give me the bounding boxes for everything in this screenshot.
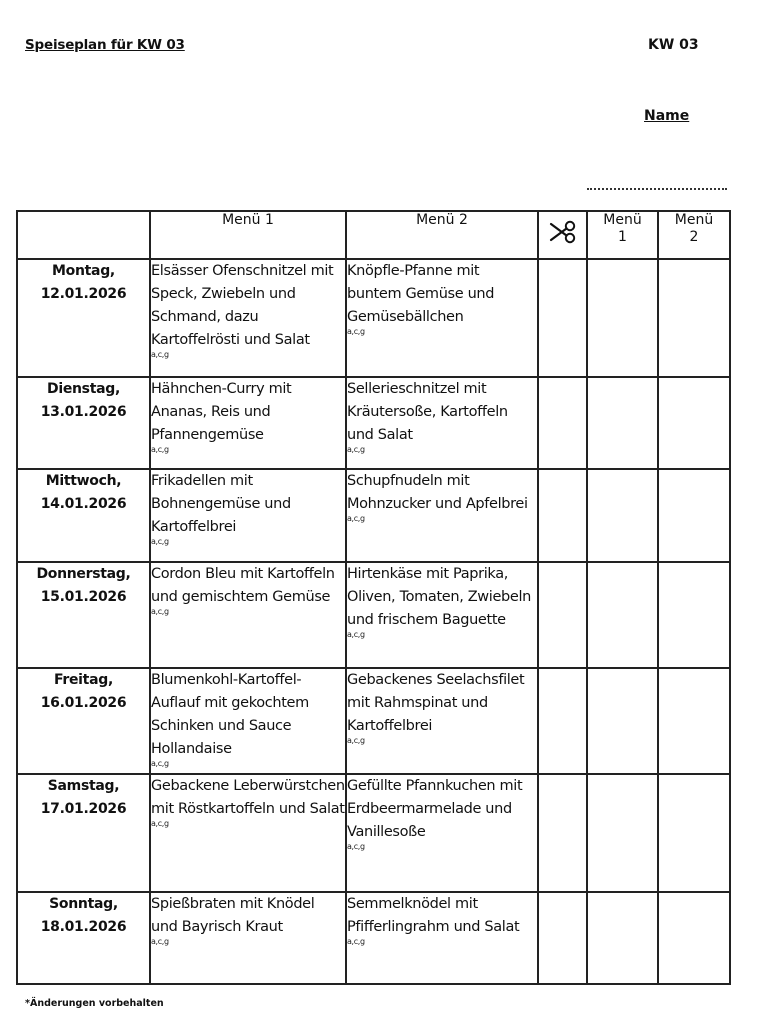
menu2-cell (346, 469, 538, 562)
menu2-dish: Schupfnudeln mit Mohnzucker und Apfelbrei (347, 473, 528, 512)
menu2-allergens: a,c,g (347, 445, 365, 454)
select-menu2-cell[interactable] (658, 562, 730, 668)
menu2-allergens: a,c,g (347, 736, 365, 745)
menu1-dish: Blumenkohl-Kartoffel-Auflauf mit gekochtem Schinken und Sauce Hollandaise (151, 672, 309, 757)
table-row (17, 774, 730, 892)
select-menu2-cell[interactable] (658, 774, 730, 892)
menu1-allergens: a,c,g (151, 937, 169, 946)
day-name: Donnerstag, (36, 566, 131, 582)
header-menu2: Menü 2 (346, 211, 538, 259)
select-menu1-cell[interactable] (587, 892, 658, 984)
menu2-allergens: a,c,g (347, 327, 365, 336)
menu1-allergens: a,c,g (151, 537, 169, 546)
header-menu1: Menü 1 (150, 211, 346, 259)
day-date: 13.01.2026 (40, 404, 127, 420)
menu2-allergens: a,c,g (347, 842, 365, 851)
table-row (17, 377, 730, 469)
select-menu1-cell[interactable] (587, 259, 658, 377)
header-select-menu2 (658, 211, 730, 259)
menu2-allergens: a,c,g (347, 937, 365, 946)
cut-cell (538, 892, 587, 984)
menu2-dish: Knöpfle-Pfanne mit buntem Gemüse und Gemüsebällchen (347, 263, 495, 325)
menu2-dish: Gefüllte Pfannkuchen mit Erdbeermarmelade und Vanillesoße (347, 778, 523, 840)
header-cut (538, 211, 587, 259)
cut-cell (538, 259, 587, 377)
menu1-dish: Hähnchen-Curry mit Ananas, Reis und Pfannengemüse (151, 381, 292, 443)
menu2-dish: Sellerieschnitzel mit Kräutersoße, Kartoffeln und Salat (347, 381, 508, 443)
day-name: Dienstag, (47, 381, 120, 397)
header-select-menu1-line1: Menü (603, 212, 642, 228)
menu1-dish: Frikadellen mit Bohnengemüse und Kartoffelbrei (151, 473, 291, 535)
menu1-dish: Gebackene Leberwürstchen mit Röstkartoffeln und Salat (151, 778, 345, 817)
footnote: *Änderungen vorbehalten (25, 998, 164, 1009)
day-cell (17, 562, 150, 668)
day-cell (17, 469, 150, 562)
select-menu1-cell[interactable] (587, 469, 658, 562)
menu1-allergens: a,c,g (151, 759, 169, 768)
select-menu2-cell[interactable] (658, 377, 730, 469)
menu2-cell (346, 562, 538, 668)
menu1-dish: Elsässer Ofenschnitzel mit Speck, Zwiebeln und Schmand, dazu Kartoffelrösti und Salat (151, 263, 334, 348)
menu1-allergens: a,c,g (151, 819, 169, 828)
day-name: Freitag, (54, 672, 113, 688)
select-menu1-cell[interactable] (587, 562, 658, 668)
day-cell (17, 892, 150, 984)
menu1-cell (150, 668, 346, 774)
table-row (17, 892, 730, 984)
menu2-cell (346, 668, 538, 774)
menu1-cell (150, 892, 346, 984)
select-menu2-cell[interactable] (658, 259, 730, 377)
week-label: KW 03 (648, 37, 699, 53)
day-name: Sonntag, (49, 896, 118, 912)
select-menu2-cell[interactable] (658, 892, 730, 984)
select-menu2-cell[interactable] (658, 469, 730, 562)
day-date: 17.01.2026 (40, 801, 127, 817)
day-date: 15.01.2026 (40, 589, 127, 605)
select-menu1-cell[interactable] (587, 377, 658, 469)
menu1-cell (150, 469, 346, 562)
day-date: 16.01.2026 (40, 695, 127, 711)
menu2-dish: Hirtenkäse mit Paprika, Oliven, Tomaten, Zwiebeln und frischem Baguette (347, 566, 532, 628)
menu1-cell (150, 377, 346, 469)
select-menu1-cell[interactable] (587, 668, 658, 774)
menu1-cell (150, 774, 346, 892)
day-cell (17, 668, 150, 774)
menu2-cell (346, 774, 538, 892)
menu1-allergens: a,c,g (151, 445, 169, 454)
name-label: Name (644, 108, 690, 124)
scissors-icon (548, 217, 578, 247)
menu2-cell (346, 259, 538, 377)
table-row (17, 562, 730, 668)
cut-cell (538, 774, 587, 892)
day-date: 18.01.2026 (40, 919, 127, 935)
day-cell (17, 774, 150, 892)
day-name: Mittwoch, (45, 473, 122, 489)
header-select-menu2-line1: Menü (674, 212, 714, 228)
menu1-cell (150, 259, 346, 377)
select-menu1-cell[interactable] (587, 774, 658, 892)
menu1-allergens: a,c,g (151, 607, 169, 616)
cut-cell (538, 562, 587, 668)
menu2-cell (346, 377, 538, 469)
menu1-allergens: a,c,g (151, 350, 169, 359)
menu2-allergens: a,c,g (347, 630, 365, 639)
menu2-dish: Semmelknödel mit Pfifferlingrahm und Salat (347, 896, 520, 935)
day-cell (17, 259, 150, 377)
table-row (17, 668, 730, 774)
select-menu2-cell[interactable] (658, 668, 730, 774)
header-day (17, 211, 150, 259)
name-signature-line[interactable] (587, 180, 727, 190)
menu2-allergens: a,c,g (347, 514, 365, 523)
menu1-cell (150, 562, 346, 668)
table-row (17, 469, 730, 562)
page-title: Speiseplan für KW 03 (25, 37, 185, 53)
menu2-cell (346, 892, 538, 984)
menu1-dish: Cordon Bleu mit Kartoffeln und gemischtem Gemüse (151, 566, 335, 605)
day-date: 14.01.2026 (40, 496, 127, 512)
header-select-menu1-line2: 1 (618, 228, 627, 245)
day-name: Samstag, (47, 778, 120, 794)
table-header-row (17, 211, 730, 259)
menu1-dish: Spießbraten mit Knödel und Bayrisch Kraut (151, 896, 315, 935)
header-select-menu2-line2: 2 (689, 228, 699, 245)
cut-cell (538, 377, 587, 469)
day-name: Montag, (52, 263, 115, 279)
cut-cell (538, 668, 587, 774)
day-cell (17, 377, 150, 469)
day-date: 12.01.2026 (40, 286, 127, 302)
table-row (17, 259, 730, 377)
header-select-menu1 (587, 211, 658, 259)
cut-cell (538, 469, 587, 562)
menu2-dish: Gebackenes Seelachsfilet mit Rahmspinat und Kartoffelbrei (347, 672, 525, 734)
menu-table (16, 210, 731, 985)
